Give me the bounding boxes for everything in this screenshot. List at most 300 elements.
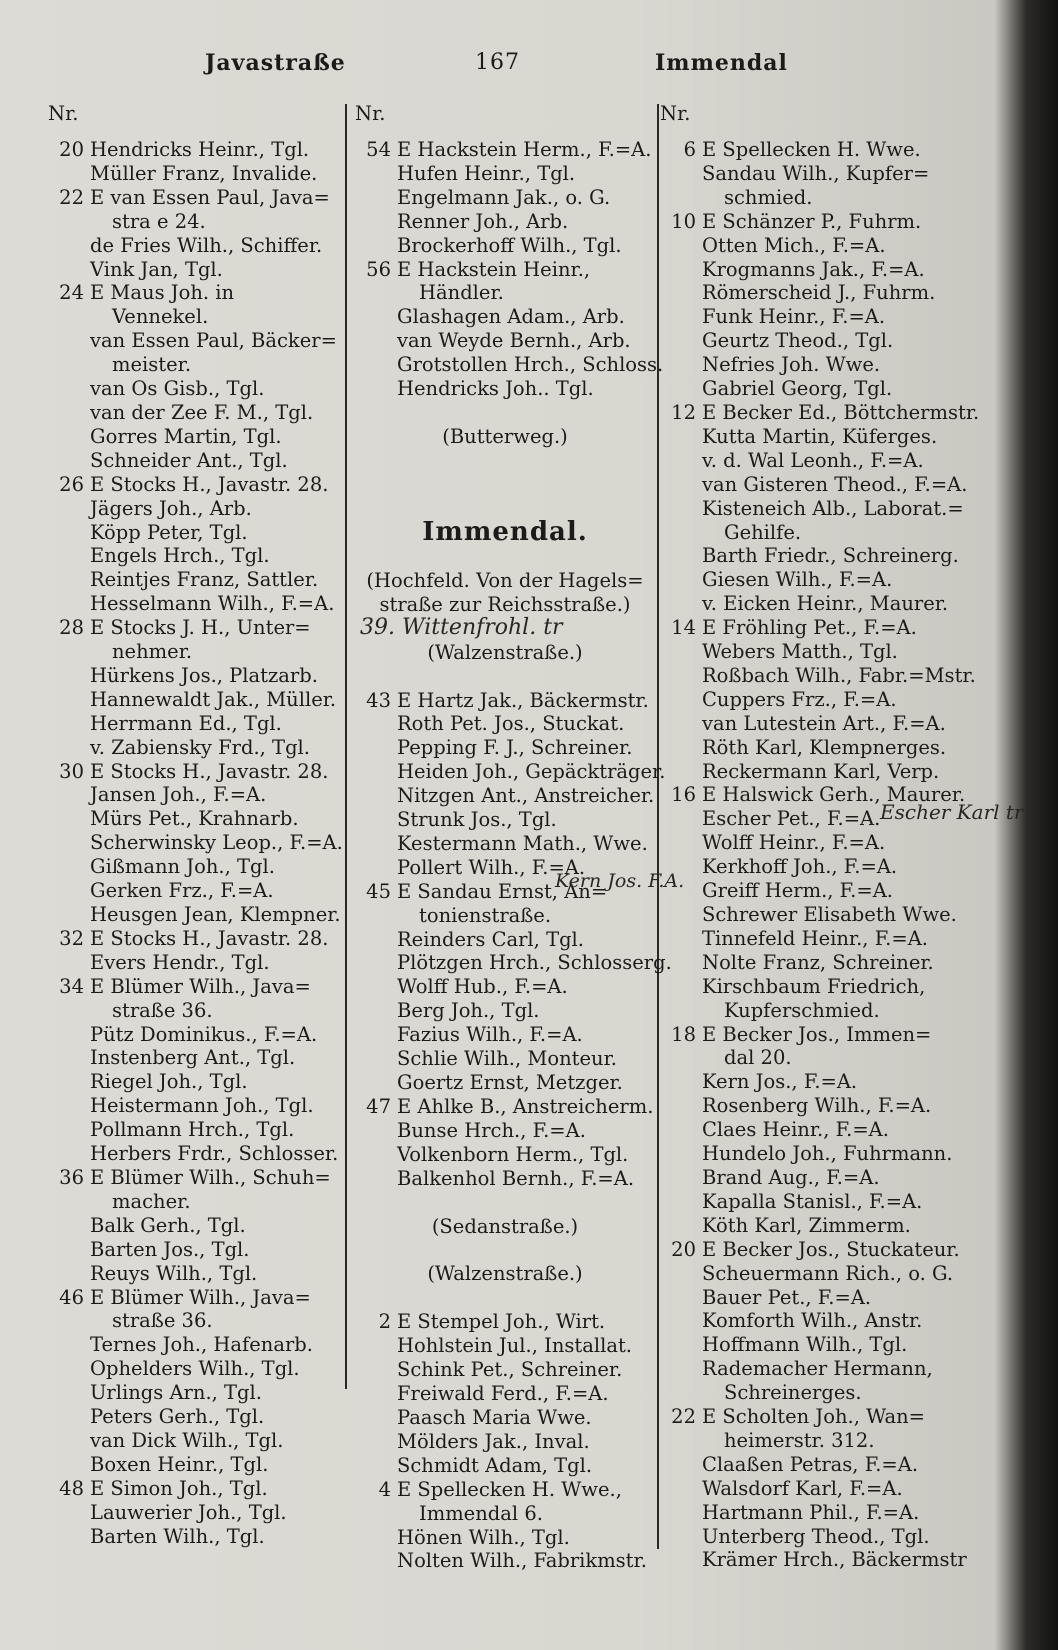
house-number xyxy=(48,329,90,353)
resident-text: Brand Aug., F.=A. xyxy=(702,1165,880,1189)
resident-text: Herrmann Ed., Tgl. xyxy=(90,711,282,735)
house-number xyxy=(660,281,702,305)
directory-entry xyxy=(660,1214,960,1238)
house-number xyxy=(48,664,90,688)
directory-entry xyxy=(48,1142,338,1166)
house-number xyxy=(660,1142,702,1166)
house-number xyxy=(355,1454,397,1478)
resident-text: meister. xyxy=(112,353,192,377)
directory-entry xyxy=(660,234,960,258)
directory-entry xyxy=(48,1477,338,1501)
resident-text: Hartmann Phil., F.=A. xyxy=(702,1500,920,1524)
resident-text: Schink Pet., Schreiner. xyxy=(397,1358,623,1382)
directory-entry xyxy=(660,640,960,664)
house-number xyxy=(48,592,90,616)
house-number: 32 xyxy=(59,926,84,950)
resident-text: Funk Heinr., F.=A. xyxy=(702,305,886,329)
resident-text: E Becker Jos., Stuckateur. xyxy=(702,1237,960,1261)
house-number xyxy=(48,783,90,807)
house-number xyxy=(48,1357,90,1381)
resident-text: Heusgen Jean, Klempner. xyxy=(90,903,341,926)
house-number xyxy=(660,329,702,353)
directory-entry xyxy=(660,1309,960,1333)
house-number xyxy=(355,951,397,975)
resident-text: Rademacher Hermann, xyxy=(702,1357,933,1381)
house-number xyxy=(660,712,702,736)
house-number xyxy=(660,1262,702,1286)
resident-text: Gerken Frz., F.=A. xyxy=(90,879,274,903)
resident-text: Claes Heinr., F.=A. xyxy=(702,1118,889,1142)
resident-text: v. Eicken Heinr., Maurer. xyxy=(702,592,949,616)
resident-text: Heiden Joh., Gepäckträger. xyxy=(397,760,666,784)
house-number xyxy=(660,1429,702,1453)
resident-text: Hendricks Joh.. Tgl. xyxy=(397,377,594,401)
directory-entry xyxy=(355,904,655,928)
resident-text: E Stocks H., Javastr. 28. xyxy=(90,759,329,783)
house-number xyxy=(48,1238,90,1262)
directory-entry xyxy=(355,1430,655,1454)
resident-text: Geurtz Theod., Tgl. xyxy=(702,329,894,353)
resident-text: Nolten Wilh., Fabrikmstr. xyxy=(397,1549,647,1573)
directory-entry xyxy=(355,1502,655,1526)
directory-entry xyxy=(355,1047,655,1071)
house-number xyxy=(48,258,90,282)
house-number xyxy=(48,1429,90,1453)
house-number xyxy=(48,425,90,449)
house-number xyxy=(48,712,90,736)
house-number xyxy=(48,1453,90,1477)
house-number xyxy=(660,473,702,497)
directory-entry xyxy=(355,1454,655,1478)
directory-entry xyxy=(355,1143,655,1167)
house-number xyxy=(660,186,702,210)
directory-entry xyxy=(660,162,960,186)
house-number xyxy=(48,1333,90,1357)
directory-entry xyxy=(660,1453,960,1477)
house-number xyxy=(660,1286,702,1310)
resident-text: v. d. Wal Leonh., F.=A. xyxy=(702,448,924,472)
directory-entry xyxy=(660,879,960,903)
house-number: 24 xyxy=(59,281,84,305)
directory-entry xyxy=(48,353,338,377)
directory-entry xyxy=(48,1357,338,1381)
resident-text: Müller Franz, Invalide. xyxy=(90,161,318,185)
directory-entry xyxy=(660,1286,960,1310)
house-number: 56 xyxy=(366,257,391,281)
house-number xyxy=(355,377,397,401)
resident-text: Schreinerges. xyxy=(724,1381,862,1405)
directory-entry xyxy=(48,1429,338,1453)
directory-entry xyxy=(48,640,338,664)
directory-entry xyxy=(48,1501,338,1525)
resident-text: Otten Mich., F.=A. xyxy=(702,233,886,257)
resident-text: E Hackstein Heinr., xyxy=(397,257,591,281)
directory-entry xyxy=(660,521,960,545)
directory-entry xyxy=(660,210,960,234)
resident-text: Krogmanns Jak., F.=A. xyxy=(702,257,925,281)
resident-text: E Hartz Jak., Bäckermstr. xyxy=(397,688,649,712)
walzenstrasse-heading-2: (Walzenstraße.) xyxy=(427,1262,583,1286)
resident-text: van Lutestein Art., F.=A. xyxy=(702,711,946,735)
house-number: 28 xyxy=(59,616,84,640)
resident-text: Barten Jos., Tgl. xyxy=(90,1237,250,1261)
house-number xyxy=(660,449,702,473)
house-number xyxy=(660,1333,702,1357)
resident-text: tonienstraße. xyxy=(419,903,552,927)
resident-text: Plötzgen Hrch., Schlosserg. xyxy=(397,951,672,975)
house-number xyxy=(355,832,397,856)
resident-text: Renner Joh., Arb. xyxy=(397,209,569,233)
directory-entry xyxy=(48,903,341,927)
house-number xyxy=(660,1046,702,1070)
house-number xyxy=(48,855,90,879)
house-number xyxy=(355,1119,397,1143)
house-number xyxy=(355,1502,397,1526)
resident-text: van Dick Wilh., Tgl. xyxy=(90,1428,284,1452)
directory-entry xyxy=(660,1238,960,1262)
resident-text: Engels Hrch., Tgl. xyxy=(90,544,270,568)
resident-text: Roth Pet. Jos., Stuckat. xyxy=(397,712,625,736)
resident-text: Riegel Joh., Tgl. xyxy=(90,1070,248,1094)
resident-text: Nefries Joh. Wwe. xyxy=(702,353,881,377)
directory-entry xyxy=(660,1094,960,1118)
resident-text: Bunse Hrch., F.=A. xyxy=(397,1118,586,1142)
directory-entry xyxy=(660,1333,960,1357)
directory-entry xyxy=(48,616,338,640)
house-number: 20 xyxy=(671,1237,696,1261)
resident-text: Balk Gerh., Tgl. xyxy=(90,1213,246,1237)
resident-text: E Ahlke B., Anstreicherm. xyxy=(397,1094,654,1118)
directory-entry xyxy=(660,258,960,282)
hochfeld-line-2: straße zur Reichsstraße.) xyxy=(379,592,631,616)
resident-text: van der Zee F. M., Tgl. xyxy=(90,400,314,424)
directory-entry xyxy=(48,497,338,521)
house-number xyxy=(48,1094,90,1118)
resident-text: Nolte Franz, Schreiner. xyxy=(702,950,934,974)
directory-entry xyxy=(660,1548,967,1572)
house-number xyxy=(660,1453,702,1477)
directory-entry xyxy=(660,903,960,927)
directory-entry xyxy=(355,712,655,736)
directory-entry xyxy=(48,664,338,688)
directory-entry xyxy=(355,305,655,329)
resident-text: Evers Hendr., Tgl. xyxy=(90,950,270,974)
directory-entry xyxy=(355,1478,655,1502)
resident-text: Freiwald Ferd., F.=A. xyxy=(397,1382,609,1406)
resident-text: Webers Matth., Tgl. xyxy=(702,640,898,664)
resident-text: Scheuermann Rich., o. G. xyxy=(702,1261,954,1285)
resident-text: Hoffmann Wilh., Tgl. xyxy=(702,1333,908,1357)
directory-entry xyxy=(355,258,655,282)
resident-text: Römerscheid J., Fuhrm. xyxy=(702,281,936,305)
house-number xyxy=(48,1262,90,1286)
resident-text: Komforth Wilh., Anstr. xyxy=(702,1309,923,1333)
resident-text: Barten Wilh., Tgl. xyxy=(90,1524,265,1548)
house-number xyxy=(660,1309,702,1333)
directory-entry xyxy=(660,568,960,592)
house-number: 2 xyxy=(378,1310,391,1334)
directory-entry xyxy=(48,521,338,545)
directory-entry xyxy=(48,568,338,592)
house-number xyxy=(355,1406,397,1430)
directory-entry xyxy=(660,329,960,353)
resident-text: E Blümer Wilh., Schuh= xyxy=(90,1165,331,1189)
house-number xyxy=(48,1525,90,1549)
resident-text: Köth Karl, Zimmerm. xyxy=(702,1213,911,1237)
house-number xyxy=(355,784,397,808)
directory-entry xyxy=(660,1190,960,1214)
directory-entry xyxy=(355,689,655,713)
directory-entry xyxy=(355,784,655,808)
resident-text: Pepping F. J., Schreiner. xyxy=(397,736,633,760)
directory-entry xyxy=(355,281,655,305)
directory-entry xyxy=(355,1119,655,1143)
house-number: 47 xyxy=(366,1094,391,1118)
house-number xyxy=(660,1070,702,1094)
resident-text: Reuys Wilh., Tgl. xyxy=(90,1261,258,1285)
house-number xyxy=(355,1167,397,1191)
handwritten-note-3: Escher Karl tr xyxy=(880,800,1024,824)
walzenstrasse-heading-1: (Walzenstraße.) xyxy=(427,640,583,664)
resident-text: Kirschbaum Friedrich, xyxy=(702,974,926,998)
house-number xyxy=(660,1548,702,1572)
directory-entry xyxy=(355,951,672,975)
resident-text: E Becker Ed., Böttchermstr. xyxy=(702,400,980,424)
directory-entry xyxy=(48,879,338,903)
house-number xyxy=(355,1382,397,1406)
directory-entry xyxy=(660,736,960,760)
directory-entry xyxy=(660,138,960,162)
house-number xyxy=(660,1190,702,1214)
house-number xyxy=(48,449,90,473)
resident-text: stra e 24. xyxy=(112,209,206,233)
entries-right xyxy=(660,138,980,1572)
directory-entry xyxy=(48,305,338,329)
house-number xyxy=(660,1166,702,1190)
directory-entry xyxy=(660,1166,960,1190)
directory-entry xyxy=(48,760,338,784)
house-number xyxy=(48,1046,90,1070)
house-number xyxy=(355,281,397,305)
house-number xyxy=(48,544,90,568)
directory-entry xyxy=(355,1382,655,1406)
column-left xyxy=(48,102,343,1548)
house-number xyxy=(660,305,702,329)
resident-text: Mölders Jak., Inval. xyxy=(397,1429,590,1453)
resident-text: Lauwerier Joh., Tgl. xyxy=(90,1500,287,1524)
directory-entry xyxy=(48,210,338,234)
entries-left xyxy=(48,138,343,1548)
resident-text: Vennekel. xyxy=(112,305,209,329)
resident-text: Hesselmann Wilh., F.=A. xyxy=(90,592,335,616)
house-number xyxy=(660,927,702,951)
house-number xyxy=(660,903,702,927)
directory-entry xyxy=(48,234,338,258)
resident-text: Greiff Herm., F.=A. xyxy=(702,879,893,903)
resident-text: E Maus Joh. in xyxy=(90,281,235,305)
house-number xyxy=(48,999,90,1023)
house-number xyxy=(660,592,702,616)
directory-entry xyxy=(355,329,655,353)
resident-text: nehmer. xyxy=(112,640,193,664)
resident-text: Brockerhoff Wilh., Tgl. xyxy=(397,233,622,257)
directory-entry xyxy=(355,138,655,162)
resident-text: E Fröhling Pet., F.=A. xyxy=(702,616,917,640)
resident-text: Gißmann Joh., Tgl. xyxy=(90,855,275,879)
resident-text: E Simon Joh., Tgl. xyxy=(90,1476,268,1500)
resident-text: Paasch Maria Wwe. xyxy=(397,1405,592,1429)
directory-entry xyxy=(660,688,960,712)
resident-text: Unterberg Theod., Tgl. xyxy=(702,1524,930,1548)
house-number xyxy=(355,1143,397,1167)
resident-text: Reinders Carl, Tgl. xyxy=(397,927,584,951)
resident-text: Hundelo Joh., Fuhrmann. xyxy=(702,1142,953,1166)
resident-text: Herbers Frdr., Schlosser. xyxy=(90,1142,339,1166)
directory-entry xyxy=(660,1118,960,1142)
directory-entry xyxy=(355,1310,655,1334)
resident-text: Hannewaldt Jak., Müller. xyxy=(90,687,337,711)
resident-text: E Stempel Joh., Wirt. xyxy=(397,1310,606,1334)
resident-text: Jansen Joh., F.=A. xyxy=(90,783,267,807)
resident-text: E Sandau Ernst, An= xyxy=(397,879,608,903)
directory-entry xyxy=(660,1142,960,1166)
resident-text: Röth Karl, Klempnerges. xyxy=(702,735,947,759)
resident-text: E Spellecken H. Wwe. xyxy=(702,138,921,161)
directory-entry xyxy=(355,210,655,234)
directory-entry xyxy=(48,1405,338,1429)
directory-entry xyxy=(48,736,338,760)
directory-entry xyxy=(660,1525,960,1549)
house-number: 16 xyxy=(671,783,696,807)
directory-entry xyxy=(48,186,338,210)
directory-entry xyxy=(660,353,960,377)
house-number xyxy=(660,1501,702,1525)
resident-text: Kestermann Math., Wwe. xyxy=(397,831,648,855)
house-number xyxy=(660,544,702,568)
directory-entry xyxy=(48,688,338,712)
house-number: 34 xyxy=(59,974,84,998)
directory-entry xyxy=(355,1406,655,1430)
house-number xyxy=(355,1358,397,1382)
resident-text: Scherwinsky Leop., F.=A. xyxy=(90,831,343,855)
house-number: 46 xyxy=(59,1285,84,1309)
house-number xyxy=(660,951,702,975)
directory-entry xyxy=(355,999,655,1023)
resident-text: Pütz Dominikus., F.=A. xyxy=(90,1022,318,1046)
directory-entry xyxy=(48,1453,338,1477)
house-number: 18 xyxy=(671,1022,696,1046)
house-number xyxy=(48,903,90,927)
directory-entry xyxy=(48,281,338,305)
resident-text: Grotstollen Hrch., Schloss. xyxy=(397,353,664,377)
directory-entry xyxy=(355,1095,655,1119)
directory-entry xyxy=(355,928,655,952)
resident-text: van Weyde Bernh., Arb. xyxy=(397,329,631,353)
house-number xyxy=(48,736,90,760)
resident-text: Hürkens Jos., Platzarb. xyxy=(90,663,318,687)
resident-text: Immendal 6. xyxy=(419,1501,543,1525)
directory-entry xyxy=(660,975,960,999)
directory-entry xyxy=(355,377,655,401)
resident-text: Boxen Heinr., Tgl. xyxy=(90,1452,269,1476)
resident-text: Roßbach Wilh., Fabr.=Mstr. xyxy=(702,663,976,687)
resident-text: Gehilfe. xyxy=(724,520,802,544)
house-number xyxy=(48,210,90,234)
house-number xyxy=(660,568,702,592)
resident-text: Köpp Peter, Tgl. xyxy=(90,520,248,544)
directory-entry xyxy=(355,1358,655,1382)
house-number xyxy=(660,521,702,545)
house-number: 4 xyxy=(378,1477,391,1501)
house-number xyxy=(660,999,702,1023)
directory-entry xyxy=(660,544,960,568)
resident-text: Händler. xyxy=(419,281,504,305)
house-number xyxy=(355,736,397,760)
house-number xyxy=(660,1525,702,1549)
directory-entry xyxy=(660,760,960,784)
column-divider-right xyxy=(657,104,659,1549)
directory-entry xyxy=(48,831,343,855)
house-number xyxy=(355,186,397,210)
house-number xyxy=(355,1526,397,1550)
house-number xyxy=(660,664,702,688)
column-middle xyxy=(355,102,672,1573)
directory-entry xyxy=(660,927,960,951)
resident-text: Kerkhoff Joh., F.=A. xyxy=(702,855,898,879)
resident-text: Urlings Arn., Tgl. xyxy=(90,1381,262,1405)
house-number xyxy=(660,1477,702,1501)
resident-text: schmied. xyxy=(724,185,813,209)
house-number xyxy=(48,1214,90,1238)
house-number xyxy=(355,999,397,1023)
house-number xyxy=(355,1023,397,1047)
house-number xyxy=(355,353,397,377)
house-number xyxy=(355,162,397,186)
house-number xyxy=(660,975,702,999)
resident-text: de Fries Wilh., Schiffer. xyxy=(90,233,323,257)
resident-text: Sandau Wilh., Kupfer= xyxy=(702,161,930,185)
house-number: 43 xyxy=(366,688,391,712)
resident-text: Barth Friedr., Schreinerg. xyxy=(702,544,959,568)
resident-text: Kern Jos., F.=A. xyxy=(702,1070,858,1094)
house-number xyxy=(660,736,702,760)
house-number xyxy=(48,1118,90,1142)
directory-entry xyxy=(660,305,960,329)
house-number xyxy=(48,497,90,521)
house-number xyxy=(660,807,702,831)
butterweg-heading: (Butterweg.) xyxy=(442,424,568,448)
directory-entry xyxy=(355,975,655,999)
resident-text: straße 36. xyxy=(112,1309,213,1333)
house-number xyxy=(48,401,90,425)
directory-entry xyxy=(48,1381,338,1405)
resident-text: van Os Gisb., Tgl. xyxy=(90,377,265,401)
directory-entry xyxy=(660,281,960,305)
directory-entry xyxy=(48,1023,338,1047)
house-number xyxy=(660,258,702,282)
resident-text: van Essen Paul, Bäcker= xyxy=(90,329,337,353)
house-number xyxy=(48,1381,90,1405)
directory-entry xyxy=(660,1405,960,1429)
handwritten-note-1: 39. Wittenfrohl. tr xyxy=(360,615,563,640)
house-number xyxy=(48,1190,90,1214)
house-number xyxy=(660,497,702,521)
resident-text: Wolff Heinr., F.=A. xyxy=(702,831,886,855)
resident-text: Escher Pet., F.=A. xyxy=(702,807,881,831)
house-number: 22 xyxy=(671,1405,696,1429)
directory-entry xyxy=(48,1190,338,1214)
resident-text: Cuppers Frz., F.=A. xyxy=(702,687,897,711)
